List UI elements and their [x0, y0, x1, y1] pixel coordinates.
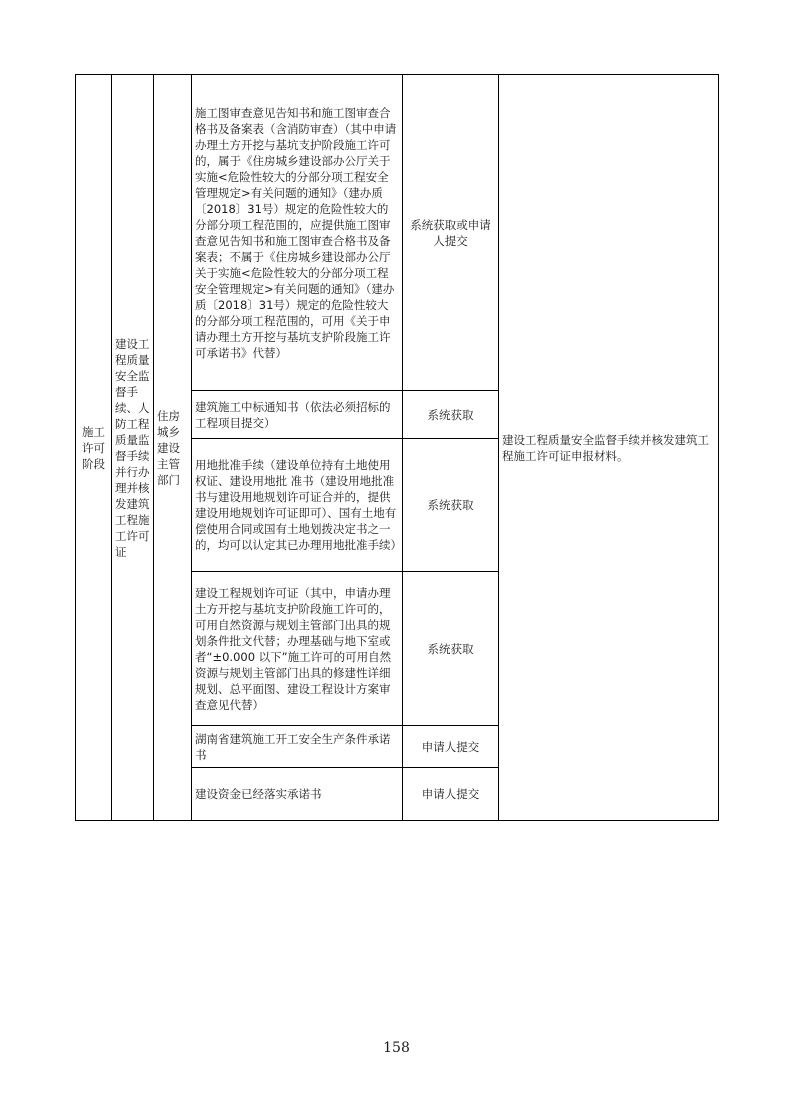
stage-cell: 施工许可阶段 — [76, 75, 112, 821]
materials-table — [75, 74, 719, 821]
source-cell: 系统获取或申请人提交 — [403, 75, 499, 391]
source-cell: 申请人提交 — [403, 726, 499, 768]
page-number: 158 — [383, 1040, 410, 1056]
source-cell: 系统获取 — [403, 572, 499, 726]
material-cell: 用地批准手续（建设单位持有土地使用权证、建设用地批 准书（建设用地批准书与建设用地规划许可证合并的，提供建设用地规划许可证即可）、国有土地有偿使用合同或国有土地划拨决定书之一的，均可以认定其已办理用地批准手续） — [192, 439, 403, 572]
item-cell: 建设工程质量安全监督手续、人防工程质量监督手续并行办理并核发建筑工程施工许可证 — [112, 75, 154, 821]
material-cell: 建筑施工中标通知书（依法必须招标的工程项目提交） — [192, 391, 403, 439]
material-cell: 施工图审查意见告知书和施工图审查合格书及备案表（含消防审查）（其中申请办理土方开挖与基坑支护阶段施工许可的，属于《住房城乡建设部办公厅关于实施<危险性较大的分部分项工程安全管理规定>有关问题的通知》（建办质〔2018〕31号）规定的危险性较大的分部分项工程范围的，应提供施工图审查意见告知书和施工图审查合格书及备案表；不属于《住房城乡建设部办公厅关于实施<危险性较大的分部分项工程安全管理规定>有关问题的通知》（建办质〔2018〕31号）规定的危险性较大的分部分项工程范围的，可用《关于申请办理土方开挖与基坑支护阶段施工许可承诺书》代替） — [192, 75, 403, 391]
material-cell: 湖南省建筑施工开工安全生产条件承诺书 — [192, 726, 403, 768]
note-cell: 建设工程质量安全监督手续并核发建筑工程施工许可证申报材料。 — [499, 75, 719, 821]
material-cell: 建设工程规划许可证（其中，申请办理土方开挖与基坑支护阶段施工许可的，可用自然资源与规划主管部门出具的规划条件批文代替；办理基础与地下室或者“±0.000 以下”施工许可的可用自然资源与规划主管部门出具的修建性详细规划、总平面图、建设工程设计方案审查意见代替） — [192, 572, 403, 726]
material-cell: 建设资金已经落实承诺书 — [192, 768, 403, 821]
source-cell: 系统获取 — [403, 391, 499, 439]
department-cell: 住房城乡建设主管部门 — [154, 75, 192, 821]
source-cell: 申请人提交 — [403, 768, 499, 821]
source-cell: 系统获取 — [403, 439, 499, 572]
table-row — [76, 75, 719, 391]
